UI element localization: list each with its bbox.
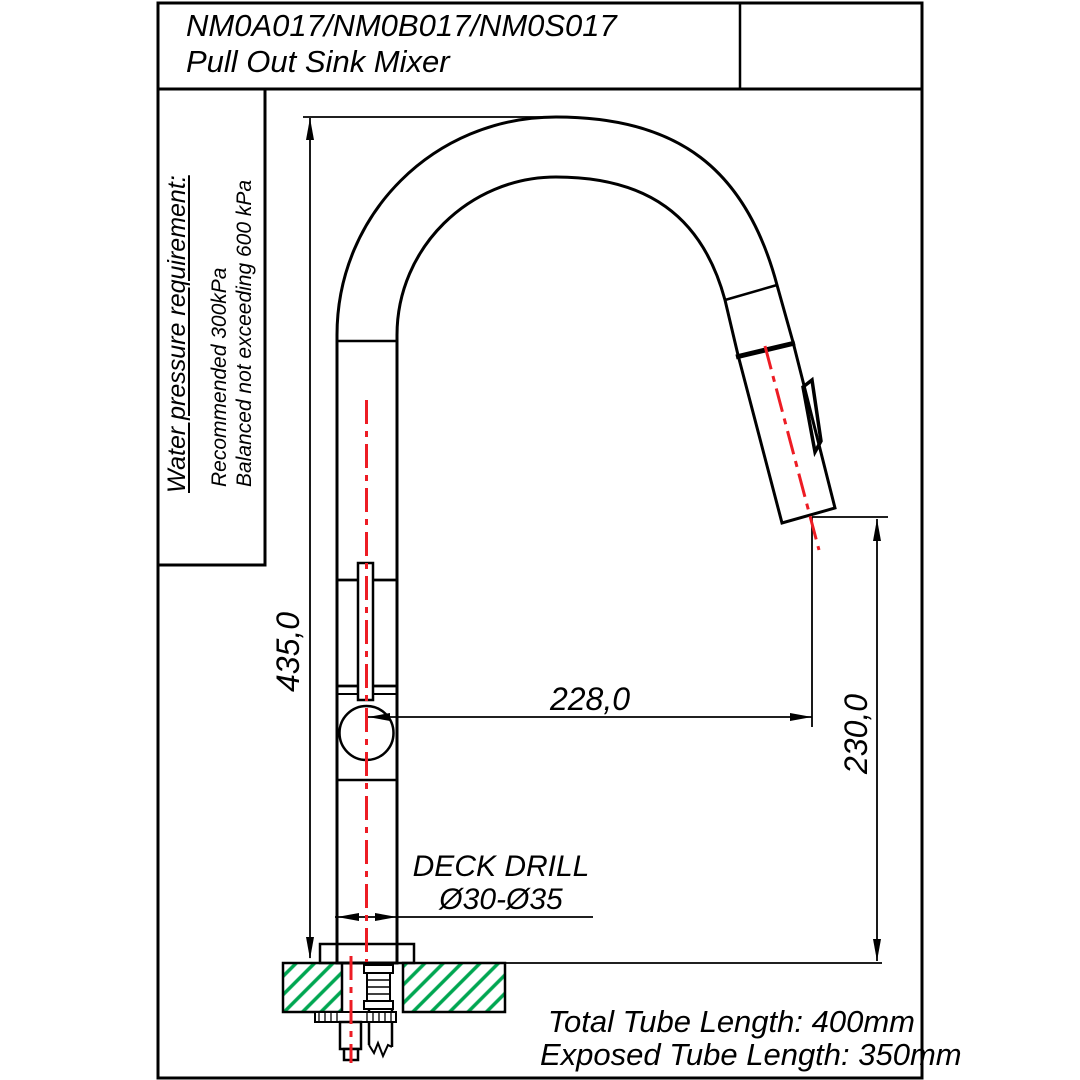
dim-label-overall-height: 435,0 xyxy=(270,611,306,692)
hose-break-line xyxy=(369,1043,392,1056)
dim-label-outlet-height: 230,0 xyxy=(838,693,874,774)
dim-label-spout-reach: 228,0 xyxy=(549,681,631,717)
note-exposed-tube-length: Exposed Tube Length: 350mm xyxy=(540,1037,962,1072)
deck-drill-diameter-range: Ø30-Ø35 xyxy=(439,883,563,916)
title-model-codes: NM0A017/NM0B017/NM0S017 xyxy=(186,8,617,43)
pressure-note-heading: Water pressure requirement: xyxy=(163,175,191,493)
deck-drill-label: DECK DRILL xyxy=(412,850,590,883)
toothed-washer xyxy=(315,1012,396,1022)
note-total-tube-length: Total Tube Length: 400mm xyxy=(547,1004,915,1039)
pressure-note-recommended: Recommended 300kPa xyxy=(208,267,231,487)
pressure-note-balanced: Balanced not exceeding 600 kPa xyxy=(233,179,256,487)
title-product-name: Pull Out Sink Mixer xyxy=(186,44,450,79)
faucet-body xyxy=(337,117,835,963)
